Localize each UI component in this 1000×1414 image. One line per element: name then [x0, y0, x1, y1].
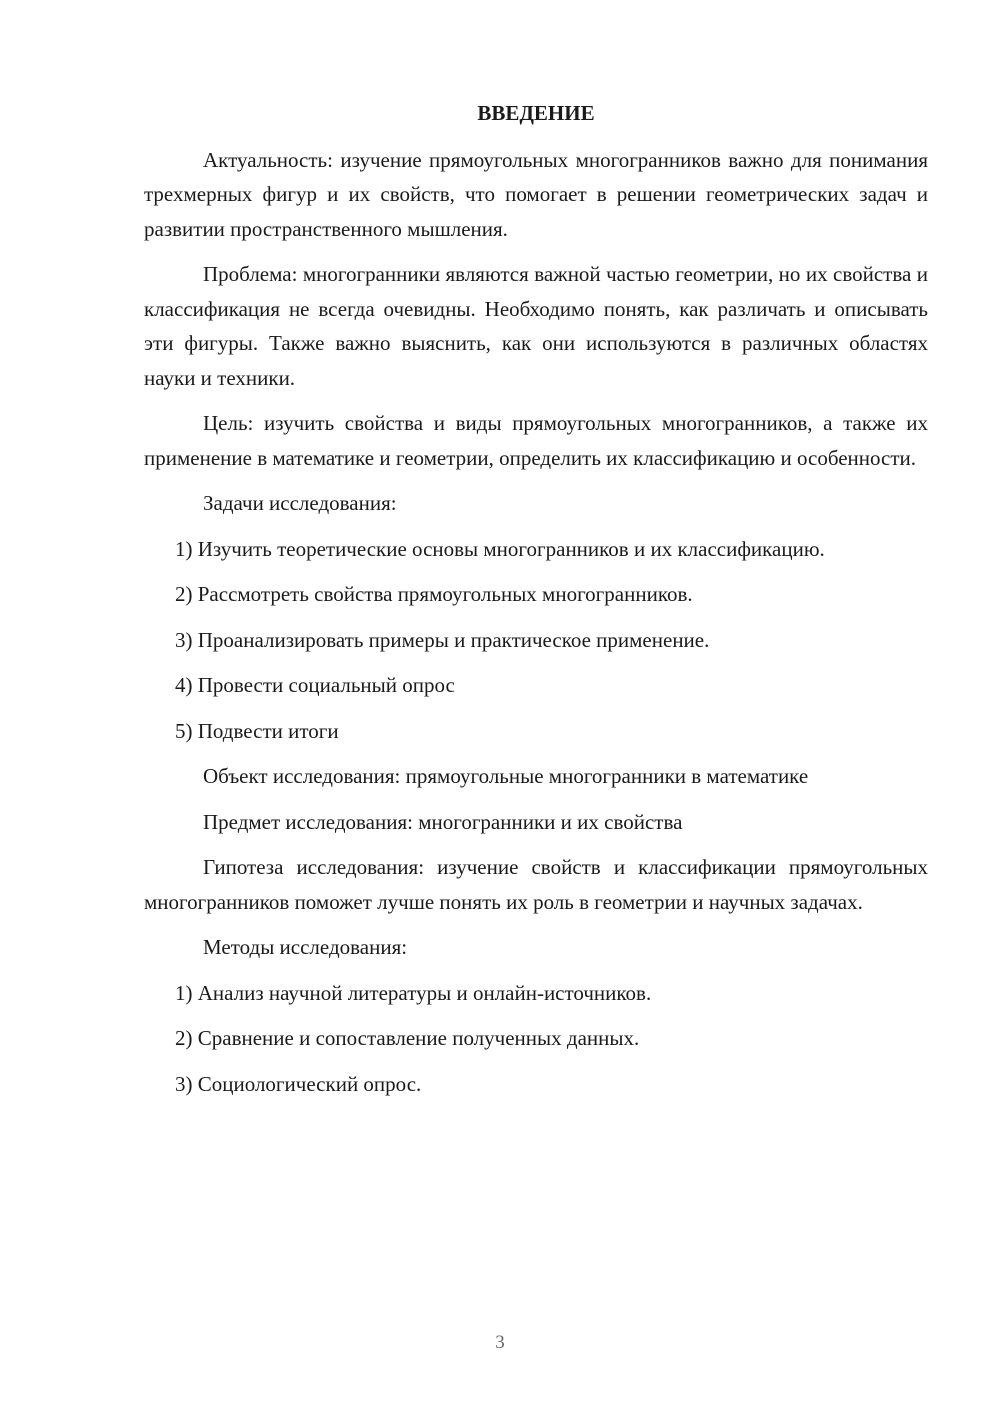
task-item-2: 2) Рассмотреть свойства прямоугольных многогранников.	[175, 582, 693, 606]
method-item-1: 1) Анализ научной литературы и онлайн-источников.	[175, 980, 652, 1005]
task-item-4: 4) Провести социальный опрос	[175, 673, 455, 697]
goal-paragraph: Цель: изучить свойства и виды прямоугольных многогранников, а также их применение в математике и геометрии, определить их классификацию и особенности.	[144, 411, 928, 470]
task-item-3: 3) Проанализировать примеры и практическое применение.	[175, 627, 710, 652]
research-object: Объект исследования: прямоугольные многогранники в математике	[203, 764, 809, 788]
relevance-paragraph: Актуальность: изучение прямоугольных многогранников важно для понимания трехмерных фигур и их свойств, что помогает в решении геометрических задач и развитии пространственного мышления.	[144, 147, 928, 241]
research-subject: Предмет исследования: многогранники и их свойства	[203, 809, 683, 834]
method-item-2: 2) Сравнение и сопоставление полученных данных.	[175, 1026, 640, 1050]
hypothesis-paragraph: Гипотеза исследования: изучение свойств и классификации прямоугольных многогранников поможет лучше понять их роль в геометрии и научных задачах.	[144, 855, 928, 914]
task-item-1: 1) Изучить теоретические основы многогранников и их классификацию.	[175, 536, 825, 561]
method-item-3: 3) Социологический опрос.	[175, 1071, 422, 1096]
tasks-title: Задачи исследования:	[203, 491, 397, 515]
problem-paragraph: Проблема: многогранники являются важной частью геометрии, но их свойства и классификация не всегда очевидны. Необходимо понять, как различать и описывать эти фигуры. Также важно выяснить, как они используются в различных областях науки и техники.	[144, 262, 928, 390]
page-number: 3	[495, 1332, 505, 1353]
task-item-5: 5) Подвести итоги	[175, 718, 339, 743]
document-page	[144, 96, 928, 1112]
methods-title: Методы исследования:	[203, 935, 408, 959]
section-heading: ВВЕДЕНИЕ	[477, 101, 595, 125]
